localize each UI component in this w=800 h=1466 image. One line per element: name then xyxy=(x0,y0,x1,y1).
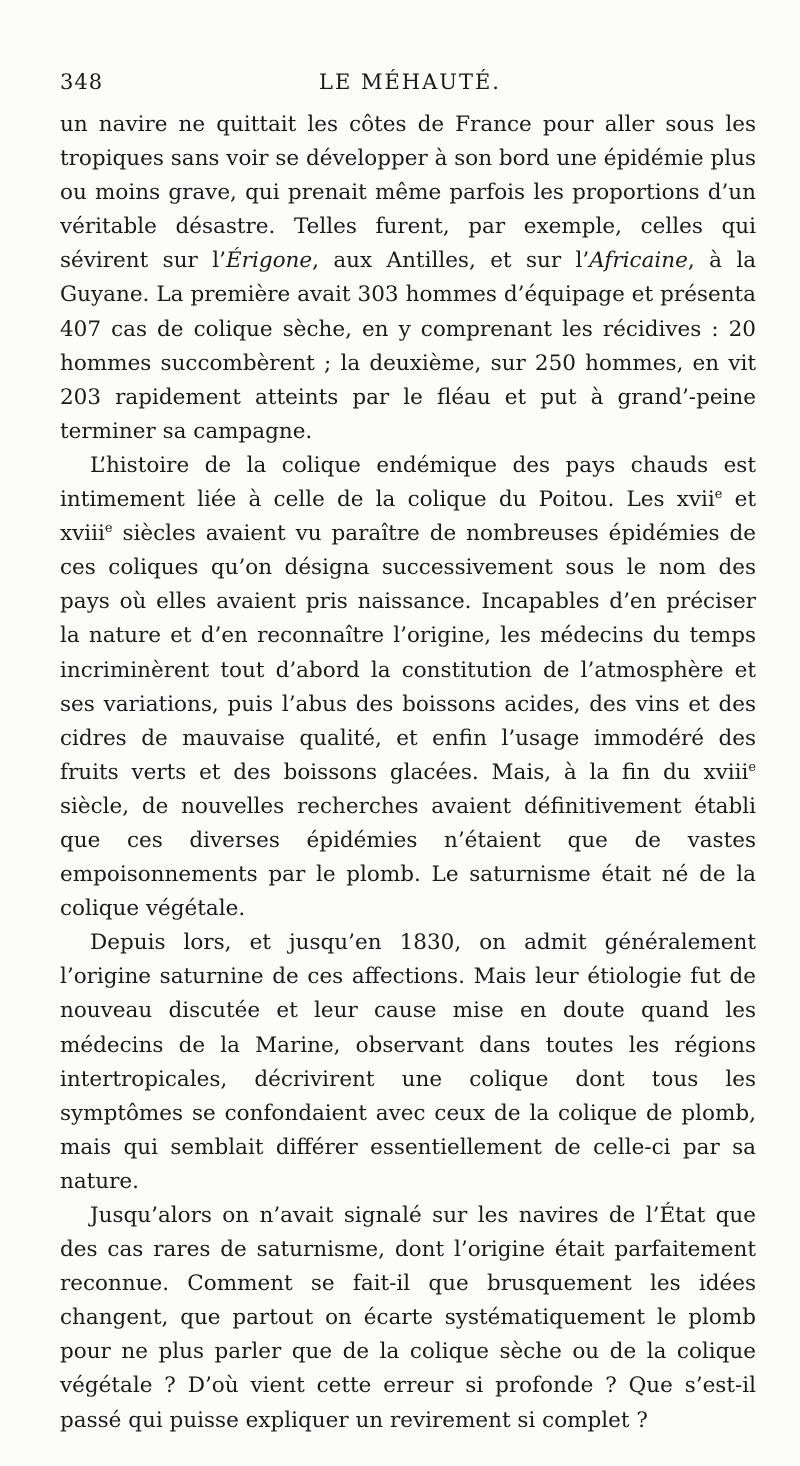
superscript: e xyxy=(748,759,756,775)
text-run: siècle, de nouvelles recherches avaient définitivement établi que ces diverses épidémies n’étaient que de vastes empoisonnements par le plomb. Le saturnisme était né de la colique végétale. xyxy=(60,793,756,922)
page-header xyxy=(60,70,760,100)
text-run: Jusqu’alors on n’avait signalé sur les navires de l’État que des cas rares de saturnisme, dont l’origine était parfaitement reconnue. Comment se fait-il que brusquement les idées changent, que partout on écarte systématiquement le plomb pour ne plus parler que de la colique sèche ou de la colique végétale ? D’où vient cette erreur si profonde ? Que s’est-il passé qui puisse expliquer un revirement si complet ? xyxy=(60,1203,756,1433)
superscript: e xyxy=(104,520,113,536)
text-run: L’histoire de la colique endémique des pays chauds est intimement liée à celle de la colique du Poitou. Les xvii xyxy=(60,452,756,513)
running-head: LE MÉHAUTÉ. xyxy=(319,70,501,94)
text-run: un navire ne quittait les côtes de France pour aller sous les tropiques sans voir se développer à son bord une épidémie plus ou moins grave, qui prenait même parfois les proportions d’un véritable désastre. Telles furent, par exemple, celles qui sévirent sur l’ xyxy=(60,112,756,274)
text-run: siècles avaient vu paraître de nombreuses épidémies de ces coliques qu’on désigna successivement sous le nom des pays où elles avaient pris naissance. Incapables d’en préciser la nature et d’en reconnaître l’origine, les médecins du temps incriminèrent tout d’abord la constitution de l’atmosphère et ses variations, puis l’abus des boissons acides, des vins et des cidres de mauvaise qualité, et enfin l’usage immodéré des fruits verts et des boissons glacées. Mais, à la fin du xviii xyxy=(60,521,756,785)
italic-text: Érigone xyxy=(225,248,313,274)
text-run: et xviii xyxy=(60,487,756,547)
superscript: e xyxy=(714,486,723,502)
text-run: Depuis lors, et jusqu’en 1830, on admit généralement l’origine saturnine de ces affections. Mais leur étiologie fut de nouveau discutée et leur cause mise en doute quand les médecins de la Marine, observant dans toutes les régions intertropicales, décrivirent une colique dont tous les symptômes se confondaient avec ceux de la colique de plomb, mais qui semblait différer essentiellement de celle-ci par sa nature. xyxy=(60,930,756,1194)
paragraph-p4 xyxy=(60,1199,756,1438)
italic-text: Africaine xyxy=(589,248,688,274)
body-text xyxy=(60,108,756,1438)
text-run: , à la Guyane. La première avait 303 hommes d’équipage et présenta 407 cas de colique sèche, en y comprenant les récidives : 20 hommes succombèrent ; la deuxième, sur 250 hommes, en vit 203 rapidement atteints par le fléau et put à grand’-peine terminer sa campagne. xyxy=(60,248,757,444)
paragraph-p3 xyxy=(60,926,756,1199)
page-number: 348 xyxy=(60,70,104,94)
text-run: , aux Antilles, et sur l’ xyxy=(312,248,590,274)
paragraph-p2 xyxy=(60,449,756,926)
paragraph-p1 xyxy=(60,108,756,449)
